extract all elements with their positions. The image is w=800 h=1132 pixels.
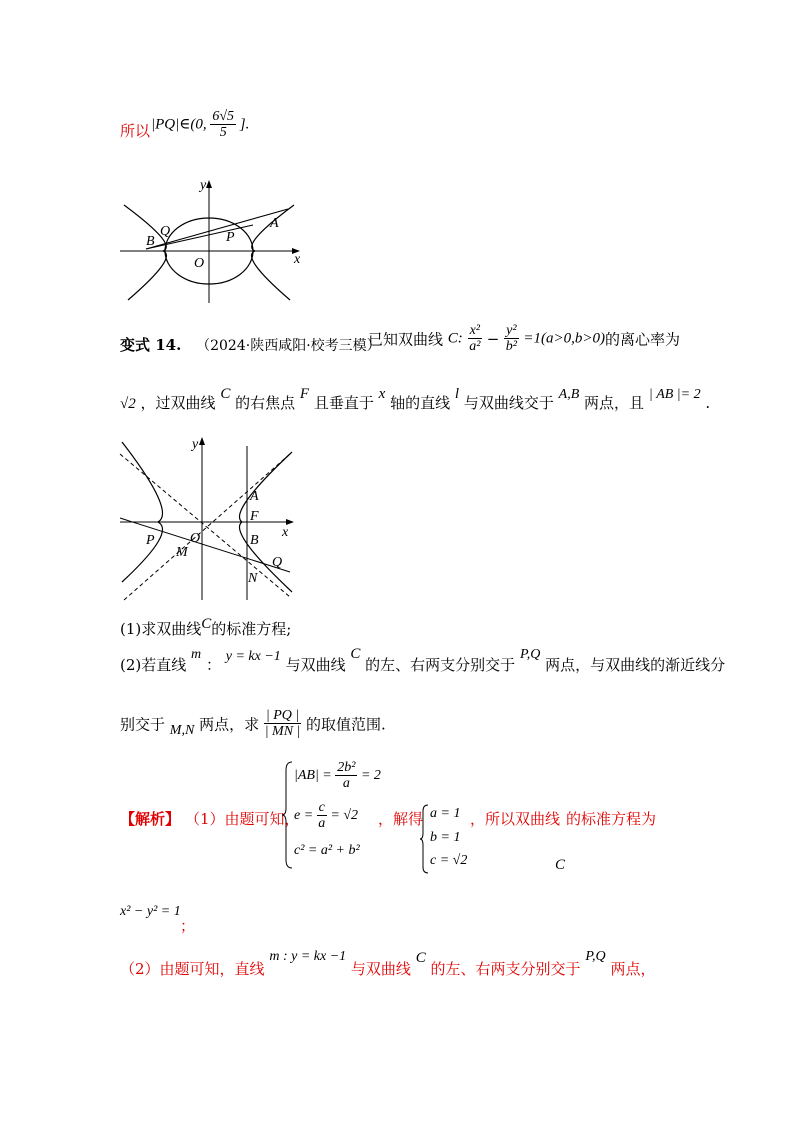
q1-text-a: (1)求双曲线	[120, 620, 202, 638]
fig1-label-b: B	[146, 234, 155, 249]
problem-curve-name: C:	[447, 330, 463, 347]
q2-line-eq: y = kx −1	[225, 649, 281, 664]
q2-mn: M,N	[169, 722, 195, 738]
q2-text-b: 与双曲线	[285, 656, 346, 674]
sol2-c: C	[415, 950, 426, 966]
fig2-y-arrow	[199, 437, 205, 445]
problem-frac-x-num: x²	[469, 323, 480, 338]
problem-condition: (a>0,b>0)	[540, 330, 605, 347]
q2-ratio-fraction	[264, 708, 301, 740]
sol2-text-b: 与双曲线	[350, 960, 411, 978]
fig2-label-m: M	[176, 545, 188, 560]
fig2-label-b: B	[250, 533, 259, 548]
q2-text-a: (2)若直线	[120, 656, 187, 674]
system-1-row-3: c² = a² + b²	[294, 843, 360, 858]
fig2-label-q: Q	[272, 555, 283, 570]
sys2-row-3: c = √2	[430, 853, 468, 868]
solution-s1: （1）由题可知，	[185, 810, 300, 828]
problem-l2-l: l	[454, 386, 460, 402]
q2-c: C	[350, 646, 361, 662]
conclusion-suffix: ].	[239, 116, 250, 133]
sys2-row-2: b = 1	[430, 830, 461, 845]
sys1-r1-den: a	[342, 776, 350, 792]
solution-tag: 【解析】	[120, 810, 181, 828]
problem-l2-abeq: | AB |= 2	[648, 387, 701, 402]
solution-c-label: C	[555, 857, 566, 873]
problem-l2-dot: .	[705, 394, 711, 412]
conclusion-expr-text: |PQ|∈(0,	[151, 116, 207, 133]
problem-frac-x-den: a²	[469, 339, 481, 355]
sys1-r1-num: 2b²	[337, 760, 356, 775]
problem-l2-t6: 两点，且	[584, 394, 645, 412]
problem-l2-f: F	[299, 386, 310, 402]
figure-1-hyperbola-circle	[118, 175, 308, 305]
fig1-label-y: y	[200, 178, 207, 193]
q2-ratio-den: | MN |	[264, 724, 301, 740]
system-1-row-2	[294, 800, 358, 832]
q2-text-d: 的左、右两支分别交于	[365, 656, 516, 674]
system-1-brace	[282, 760, 294, 870]
conclusion-frac-den: 5	[219, 125, 227, 141]
problem-frac-y-num: y²	[506, 323, 517, 338]
q1-c: C	[201, 616, 212, 632]
problem-title: 变式 14.	[120, 336, 182, 354]
problem-l2-t3: 且垂直于	[313, 394, 374, 412]
conclusion-expr	[151, 109, 249, 141]
conclusion-fraction	[210, 109, 236, 141]
solution-s4: 的标准方程为	[566, 810, 657, 828]
q2-text-h: 的取值范围.	[306, 715, 386, 734]
q2-text-e: 两点，与双曲线的渐近线分	[545, 656, 726, 674]
problem-l2-t4: 轴的直线	[390, 394, 451, 412]
sol2-text-a: （2）由题可知，直线	[120, 960, 265, 978]
fig1-label-a: A	[270, 216, 279, 231]
conclusion-prefix: 所以	[120, 122, 151, 140]
problem-line-1	[120, 334, 381, 355]
fig2-label-a: A	[250, 489, 259, 504]
sol2-text-e: 两点，	[610, 960, 656, 978]
q1-text-b: 的标准方程;	[211, 620, 292, 638]
q2-m: m	[191, 647, 202, 662]
fig1-label-o: O	[194, 256, 205, 271]
sys1-r2-frac	[317, 800, 327, 832]
fig1-y-arrow	[206, 180, 212, 188]
sys1-r1-a: |AB| =	[294, 767, 332, 783]
problem-frac-y	[504, 323, 518, 355]
sys1-r1-b: = 2	[360, 767, 381, 783]
fig2-label-o: O	[190, 531, 201, 546]
problem-l2-t2: 的右焦点	[235, 394, 296, 412]
q2-pq: P,Q	[519, 647, 541, 662]
solution-s2: ，解得	[378, 810, 424, 828]
brace-2-icon	[420, 803, 430, 875]
fig2-label-y: y	[192, 437, 199, 452]
problem-l2-t1: ，过双曲线	[140, 394, 216, 412]
fig2-label-x: x	[282, 525, 289, 540]
fig1-label-q: Q	[160, 224, 171, 239]
sol2-text-d: 的左、右两支分别交于	[430, 960, 581, 978]
sol2-pq: P,Q	[585, 949, 606, 964]
solution-part-2	[120, 949, 656, 979]
sys1-r2-num: c	[318, 800, 325, 815]
fig2-label-f: F	[250, 509, 259, 524]
problem-eq1: =1	[523, 330, 541, 347]
fig2-left-branch	[122, 442, 163, 582]
system-2-brace	[420, 803, 430, 875]
sys1-r2-den: a	[318, 816, 326, 832]
sys2-row-1: a = 1	[430, 806, 461, 821]
question-1	[120, 618, 291, 639]
question-2-line-2	[120, 708, 386, 740]
brace-1-icon	[282, 760, 294, 870]
figure-2-hyperbola	[118, 432, 303, 602]
sys1-r1-frac	[335, 760, 357, 792]
problem-sqrt2: √2	[120, 396, 136, 412]
q2-text-g: 两点，求	[199, 715, 260, 734]
conclusion-frac-num: 6√5	[212, 109, 235, 124]
problem-l2-ab: A,B	[558, 387, 580, 402]
fig2-label-n: N	[248, 571, 258, 586]
sys1-r2-b: = √2	[330, 807, 359, 823]
q2-text-f: 别交于	[120, 715, 166, 734]
solution-s3: ，所以双曲线	[470, 810, 561, 828]
fig1-label-x: x	[294, 252, 301, 267]
q2-colon: ：	[205, 656, 221, 674]
sol2-line-eq: m : y = kx −1	[269, 949, 347, 964]
fig2-label-p: P	[146, 533, 155, 548]
problem-line1-end: 的离心率为	[604, 330, 680, 349]
problem-frac-y-den: b²	[505, 339, 517, 355]
problem-l2-t5: 与双曲线交于	[463, 394, 554, 412]
problem-l2-c: C	[220, 386, 231, 402]
sys1-r2-a: e =	[294, 807, 314, 823]
problem-line-2	[120, 386, 711, 413]
solution-semicolon: ；	[180, 917, 196, 935]
system-1-row-1	[294, 760, 381, 792]
problem-frac-x	[468, 323, 482, 355]
problem-minus: −	[486, 329, 500, 348]
problem-source: （2024·陕西咸阳·校考三模）	[196, 338, 381, 354]
problem-line-1-math	[368, 323, 680, 355]
problem-line1-text: 已知双曲线	[368, 330, 444, 349]
q2-ratio-num: | PQ |	[265, 708, 300, 723]
fig1-label-p: P	[226, 230, 235, 245]
question-2-line-1	[120, 646, 726, 675]
solution-equation: x² − y² = 1	[120, 904, 181, 919]
fig1-left-branch	[124, 205, 166, 300]
problem-l2-x: x	[378, 386, 386, 402]
